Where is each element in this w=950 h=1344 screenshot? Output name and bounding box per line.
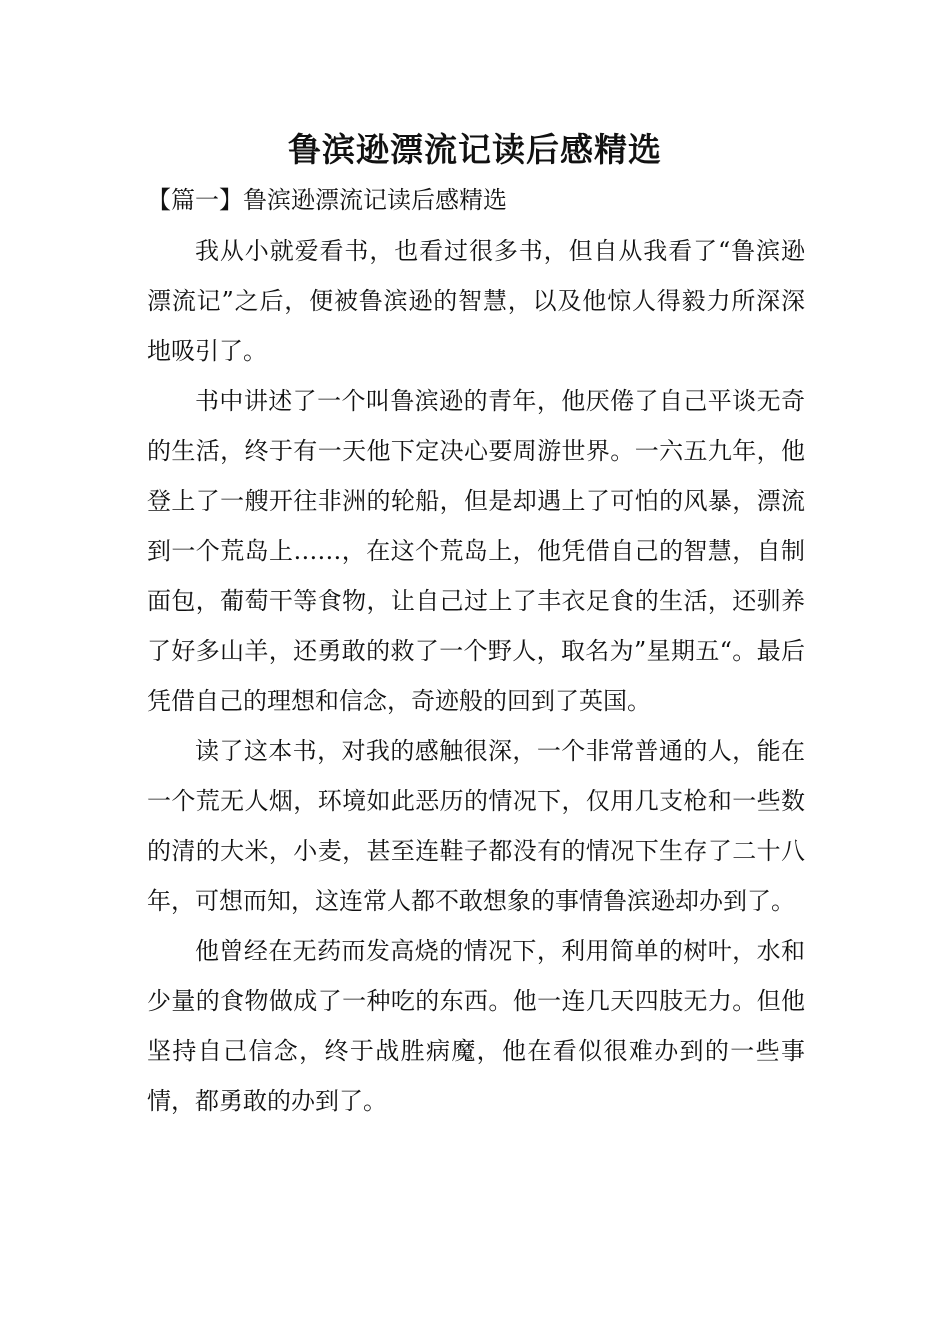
- paragraph-1: 我从小就爱看书，也看过很多书，但自从我看了“鲁滨逊漂流记”之后，便被鲁滨逊的智慧，以及他惊人得毅力所深深地吸引了。: [147, 237, 805, 365]
- paragraph-4: 他曾经在无药而发高烧的情况下，利用简单的树叶，水和少量的食物做成了一种吃的东西。他一连几天四肢无力。但他坚持自己信念，终于战胜病魔，他在看似很难办到的一些事情，都勇敢的办到了。: [147, 937, 805, 1115]
- paragraph-3: 读了这本书，对我的感触很深，一个非常普通的人，能在一个荒无人烟，环境如此恶历的情况下，仅用几支枪和一些数的清的大米，小麦，甚至连鞋子都没有的情况下生存了二十八年，可想而知，这连常人都不敢想象的事情鲁滨逊却办到了。: [147, 737, 805, 915]
- document-body: [147, 226, 805, 1126]
- section-heading: 【篇一】鲁滨逊漂流记读后感精选: [147, 186, 507, 214]
- document-title: 鲁滨逊漂流记读后感精选: [288, 130, 662, 169]
- paragraph-2: 书中讲述了一个叫鲁滨逊的青年，他厌倦了自己平谈无奇的生活，终于有一天他下定决心要周游世界。一六五九年，他登上了一艘开往非洲的轮船，但是却遇上了可怕的风暴，漂流到一个荒岛上……，在这个荒岛上，他凭借自己的智慧，自制面包，葡萄干等食物，让自己过上了丰衣足食的生活，还驯养了好多山羊，还勇敢的救了一个野人，取名为”星期五“。最后凭借自己的理想和信念，奇迹般的回到了英国。: [147, 387, 805, 715]
